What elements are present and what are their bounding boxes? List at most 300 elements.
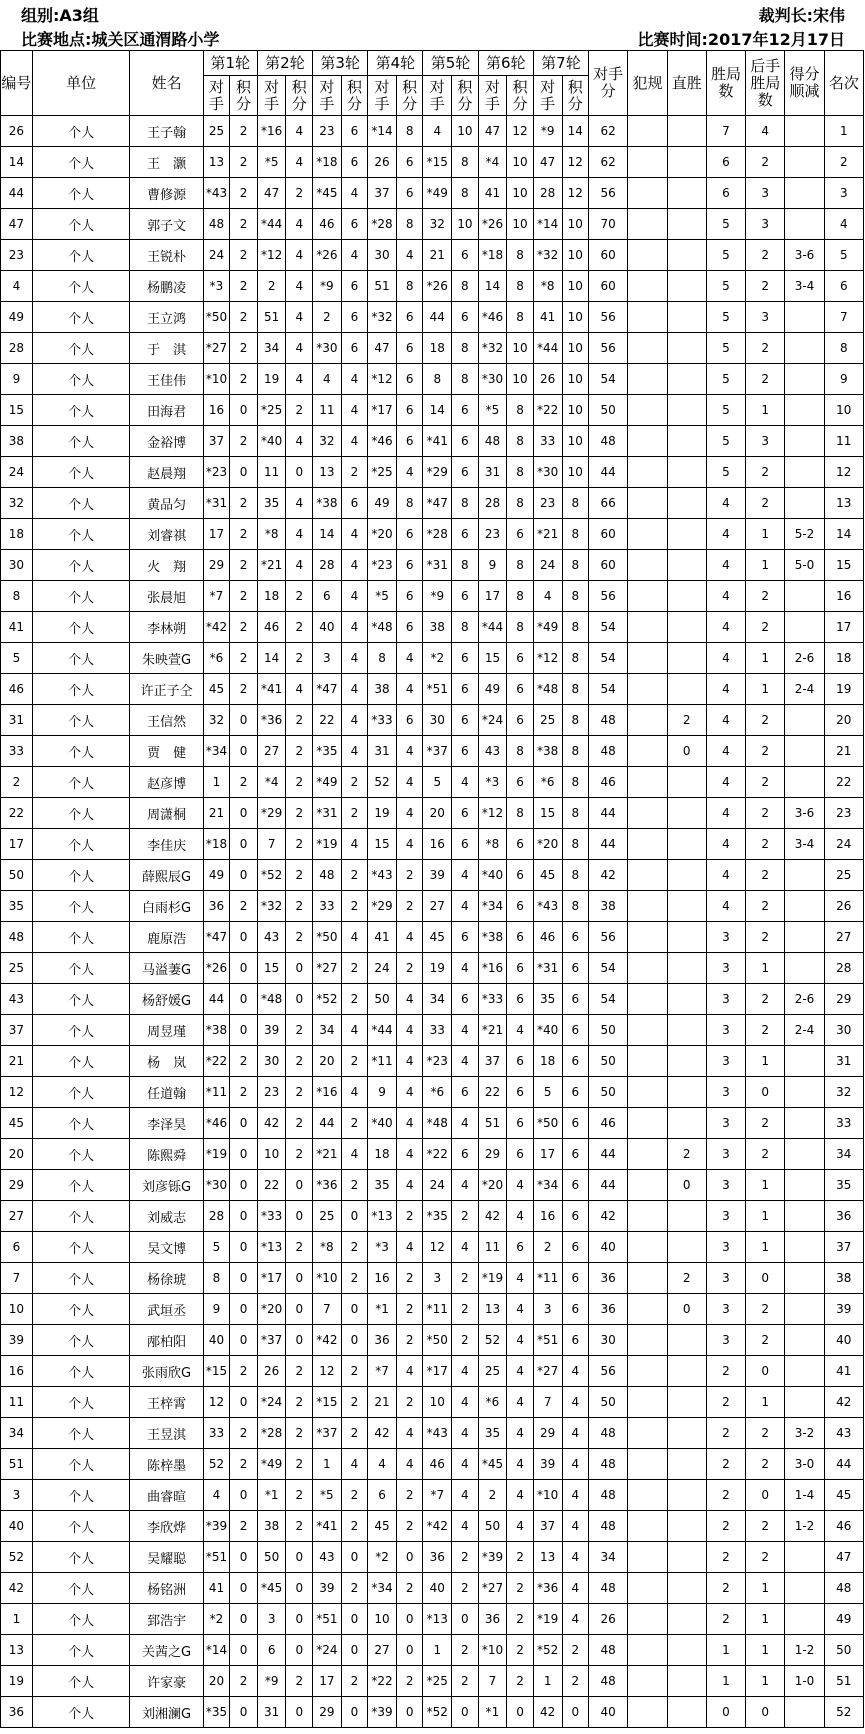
cell-direct — [667, 1697, 706, 1728]
cell-unit: 个人 — [32, 1077, 130, 1108]
cell-wins: 7 — [706, 116, 745, 147]
cell-name: 周潇桐 — [130, 798, 203, 829]
cell-r1-opp: *46 — [203, 1108, 230, 1139]
cell-r6-opp: 47 — [478, 116, 507, 147]
cell-r3-pts: 2 — [341, 860, 368, 891]
cell-rank: 8 — [824, 333, 863, 364]
cell-id: 4 — [1, 271, 33, 302]
cell-unit: 个人 — [32, 1263, 130, 1294]
table-row — [1, 984, 864, 1015]
cell-r6-pts: 2 — [507, 1573, 534, 1604]
cell-r5-pts: 4 — [452, 1046, 479, 1077]
cell-r5-pts: 6 — [452, 643, 479, 674]
cell-reverse — [785, 116, 824, 147]
cell-r1-pts: 0 — [230, 860, 258, 891]
cell-r6-pts: 10 — [507, 209, 534, 240]
cell-direct — [667, 1542, 706, 1573]
cell-unit: 个人 — [32, 1356, 130, 1387]
cell-r4-opp: *12 — [368, 364, 397, 395]
cell-r3-pts: 2 — [341, 1480, 368, 1511]
cell-rank: 22 — [824, 767, 863, 798]
cell-direct — [667, 1387, 706, 1418]
cell-r5-opp: *50 — [423, 1325, 452, 1356]
cell-black-wins: 2 — [746, 364, 785, 395]
cell-id: 38 — [1, 426, 33, 457]
cell-r2-pts: 4 — [286, 302, 313, 333]
cell-r6-opp: 43 — [478, 736, 507, 767]
cell-r4-opp: *39 — [368, 1697, 397, 1728]
cell-r5-opp: *7 — [423, 1480, 452, 1511]
cell-r3-opp: *50 — [313, 922, 342, 953]
cell-r1-pts: 0 — [230, 736, 258, 767]
cell-r5-pts: 4 — [452, 1108, 479, 1139]
cell-black-wins: 2 — [746, 1108, 785, 1139]
cell-opp-score: 62 — [589, 116, 628, 147]
cell-reverse — [785, 860, 824, 891]
cell-r2-pts: 2 — [286, 829, 313, 860]
cell-r5-pts: 2 — [452, 1201, 479, 1232]
table-body — [1, 116, 864, 1728]
cell-name: 郅浩宇 — [130, 1604, 203, 1635]
cell-opp-score: 48 — [589, 1666, 628, 1697]
cell-reverse — [785, 302, 824, 333]
cell-r6-pts: 4 — [507, 1356, 534, 1387]
cell-r6-opp: *3 — [478, 767, 507, 798]
cell-r3-opp: *30 — [313, 333, 342, 364]
cell-r2-pts: 4 — [286, 116, 313, 147]
cell-r1-opp: 49 — [203, 860, 230, 891]
cell-r3-opp: 3 — [313, 643, 342, 674]
cell-r2-opp: 6 — [257, 1635, 286, 1666]
cell-r7-opp: 39 — [533, 1449, 562, 1480]
cell-r4-opp: 9 — [368, 1077, 397, 1108]
cell-r5-pts: 6 — [452, 674, 479, 705]
cell-wins: 3 — [706, 1325, 745, 1356]
table-row — [1, 457, 864, 488]
cell-r7-opp: 42 — [533, 1697, 562, 1728]
cell-r2-pts: 2 — [286, 1666, 313, 1697]
cell-r2-pts: 0 — [286, 1170, 313, 1201]
cell-rank: 33 — [824, 1108, 863, 1139]
cell-wins: 1 — [706, 1666, 745, 1697]
cell-r6-pts: 6 — [507, 674, 534, 705]
cell-r4-opp: *17 — [368, 395, 397, 426]
cell-unit: 个人 — [32, 581, 130, 612]
cell-wins: 5 — [706, 395, 745, 426]
time-label: 比赛时间:2017年12月17日 — [637, 30, 845, 49]
cell-r4-pts: 6 — [396, 426, 423, 457]
cell-opp-score: 30 — [589, 1325, 628, 1356]
cell-reverse — [785, 426, 824, 457]
cell-name: 刘湘澜G — [130, 1697, 203, 1728]
cell-r2-pts: 2 — [286, 705, 313, 736]
cell-r2-pts: 2 — [286, 891, 313, 922]
cell-foul — [628, 550, 667, 581]
cell-r5-opp: 46 — [423, 1449, 452, 1480]
cell-black-wins: 2 — [746, 1511, 785, 1542]
cell-rank: 42 — [824, 1387, 863, 1418]
cell-id: 28 — [1, 333, 33, 364]
cell-r7-opp: *8 — [533, 271, 562, 302]
cell-rank: 12 — [824, 457, 863, 488]
cell-r5-pts: 6 — [452, 984, 479, 1015]
cell-r3-opp: 39 — [313, 1573, 342, 1604]
cell-r2-opp: *16 — [257, 116, 286, 147]
cell-r2-pts: 2 — [286, 1077, 313, 1108]
cell-r3-pts: 6 — [341, 333, 368, 364]
col-id: 编号 — [1, 51, 33, 116]
cell-direct — [667, 271, 706, 302]
cell-r7-opp: 5 — [533, 1077, 562, 1108]
cell-rank: 51 — [824, 1666, 863, 1697]
cell-r4-pts: 4 — [396, 767, 423, 798]
cell-r4-pts: 2 — [396, 1666, 423, 1697]
cell-rank: 24 — [824, 829, 863, 860]
table-row — [1, 209, 864, 240]
col-r1-opp: 对手 — [203, 76, 230, 116]
cell-foul — [628, 271, 667, 302]
cell-black-wins: 1 — [746, 550, 785, 581]
cell-r7-pts: 8 — [562, 798, 589, 829]
cell-r6-pts: 4 — [507, 1201, 534, 1232]
cell-opp-score: 48 — [589, 705, 628, 736]
cell-r7-opp: 2 — [533, 1232, 562, 1263]
cell-r6-pts: 4 — [507, 1263, 534, 1294]
cell-r1-pts: 2 — [230, 643, 258, 674]
cell-foul — [628, 674, 667, 705]
cell-r3-pts: 4 — [341, 395, 368, 426]
cell-r6-opp: *19 — [478, 1263, 507, 1294]
cell-unit: 个人 — [32, 643, 130, 674]
cell-wins: 3 — [706, 984, 745, 1015]
cell-r2-pts: 0 — [286, 984, 313, 1015]
cell-r7-opp: *14 — [533, 209, 562, 240]
cell-r2-opp: *33 — [257, 1201, 286, 1232]
cell-r3-pts: 0 — [341, 1635, 368, 1666]
cell-r4-opp: *14 — [368, 116, 397, 147]
cell-name: 黄品匀 — [130, 488, 203, 519]
cell-unit: 个人 — [32, 395, 130, 426]
cell-black-wins: 1 — [746, 1046, 785, 1077]
cell-r6-pts: 10 — [507, 147, 534, 178]
cell-r5-opp: 30 — [423, 705, 452, 736]
cell-unit: 个人 — [32, 1139, 130, 1170]
col-foul: 犯规 — [628, 51, 667, 116]
cell-r2-opp: *9 — [257, 1666, 286, 1697]
cell-r3-pts: 4 — [341, 519, 368, 550]
cell-r1-opp: 1 — [203, 767, 230, 798]
cell-r7-pts: 6 — [562, 953, 589, 984]
cell-r1-opp: *27 — [203, 333, 230, 364]
cell-r1-opp: 52 — [203, 1449, 230, 1480]
cell-r2-pts: 2 — [286, 178, 313, 209]
cell-r3-pts: 2 — [341, 1666, 368, 1697]
cell-name: 周昱瑾 — [130, 1015, 203, 1046]
cell-reverse: 3-4 — [785, 271, 824, 302]
cell-r7-pts: 8 — [562, 612, 589, 643]
cell-r2-opp: *1 — [257, 1480, 286, 1511]
cell-unit: 个人 — [32, 1511, 130, 1542]
cell-id: 7 — [1, 1263, 33, 1294]
cell-r3-opp: *15 — [313, 1387, 342, 1418]
cell-r7-pts: 14 — [562, 116, 589, 147]
cell-wins: 5 — [706, 457, 745, 488]
cell-r3-pts: 2 — [341, 1046, 368, 1077]
cell-r4-opp: 36 — [368, 1325, 397, 1356]
cell-r3-opp: 33 — [313, 891, 342, 922]
cell-r1-pts: 2 — [230, 333, 258, 364]
cell-unit: 个人 — [32, 1201, 130, 1232]
cell-r2-pts: 2 — [286, 736, 313, 767]
cell-direct — [667, 953, 706, 984]
cell-r3-pts: 0 — [341, 1325, 368, 1356]
cell-r7-opp: 23 — [533, 488, 562, 519]
cell-r5-pts: 4 — [452, 767, 479, 798]
cell-r6-opp: 48 — [478, 426, 507, 457]
table-row — [1, 1077, 864, 1108]
cell-r1-opp: *35 — [203, 1697, 230, 1728]
cell-r7-opp: 17 — [533, 1139, 562, 1170]
cell-r1-pts: 2 — [230, 116, 258, 147]
cell-r5-pts: 6 — [452, 240, 479, 271]
cell-opp-score: 40 — [589, 1232, 628, 1263]
cell-r2-opp: *17 — [257, 1263, 286, 1294]
cell-r7-opp: 26 — [533, 364, 562, 395]
cell-name: 薛熙辰G — [130, 860, 203, 891]
cell-r7-opp: 37 — [533, 1511, 562, 1542]
cell-r4-opp: *2 — [368, 1542, 397, 1573]
cell-r3-pts: 2 — [341, 984, 368, 1015]
cell-r5-opp: *9 — [423, 581, 452, 612]
cell-opp-score: 54 — [589, 612, 628, 643]
cell-direct — [667, 1449, 706, 1480]
cell-opp-score: 26 — [589, 1604, 628, 1635]
cell-r6-opp: 23 — [478, 519, 507, 550]
cell-r4-opp: *22 — [368, 1666, 397, 1697]
cell-black-wins: 1 — [746, 1201, 785, 1232]
cell-name: 刘彦铄G — [130, 1170, 203, 1201]
cell-r3-opp: 12 — [313, 1356, 342, 1387]
cell-foul — [628, 1046, 667, 1077]
cell-reverse — [785, 1232, 824, 1263]
cell-r3-pts: 6 — [341, 147, 368, 178]
cell-unit: 个人 — [32, 1325, 130, 1356]
cell-r6-pts: 2 — [507, 1542, 534, 1573]
cell-direct — [667, 674, 706, 705]
cell-opp-score: 54 — [589, 953, 628, 984]
cell-black-wins: 2 — [746, 829, 785, 860]
cell-reverse — [785, 364, 824, 395]
cell-r5-pts: 8 — [452, 178, 479, 209]
cell-r4-opp: 8 — [368, 643, 397, 674]
cell-black-wins: 3 — [746, 426, 785, 457]
cell-r7-pts: 8 — [562, 643, 589, 674]
cell-r2-pts: 2 — [286, 922, 313, 953]
cell-r7-pts: 6 — [562, 1325, 589, 1356]
col-r2-opp: 对手 — [257, 76, 286, 116]
cell-r7-pts: 6 — [562, 1108, 589, 1139]
cell-r4-pts: 8 — [396, 488, 423, 519]
cell-r2-pts: 2 — [286, 1046, 313, 1077]
cell-r3-opp: 23 — [313, 116, 342, 147]
cell-r3-pts: 2 — [341, 798, 368, 829]
cell-r6-opp: *32 — [478, 333, 507, 364]
cell-r1-opp: *7 — [203, 581, 230, 612]
cell-black-wins: 2 — [746, 705, 785, 736]
cell-reverse: 2-4 — [785, 674, 824, 705]
cell-r1-opp: 29 — [203, 550, 230, 581]
cell-unit: 个人 — [32, 922, 130, 953]
cell-opp-score: 46 — [589, 1108, 628, 1139]
cell-r5-pts: 6 — [452, 829, 479, 860]
cell-rank: 31 — [824, 1046, 863, 1077]
cell-r5-pts: 6 — [452, 457, 479, 488]
cell-r4-opp: *46 — [368, 426, 397, 457]
table-row — [1, 953, 864, 984]
cell-r7-opp: *40 — [533, 1015, 562, 1046]
cell-r3-pts: 2 — [341, 1170, 368, 1201]
cell-opp-score: 40 — [589, 1697, 628, 1728]
cell-rank: 10 — [824, 395, 863, 426]
cell-unit: 个人 — [32, 860, 130, 891]
cell-r7-pts: 12 — [562, 178, 589, 209]
cell-r7-pts: 8 — [562, 860, 589, 891]
cell-r1-opp: 21 — [203, 798, 230, 829]
cell-id: 13 — [1, 1635, 33, 1666]
cell-r7-pts: 8 — [562, 829, 589, 860]
cell-unit: 个人 — [32, 147, 130, 178]
cell-unit: 个人 — [32, 1418, 130, 1449]
cell-r4-pts: 4 — [396, 922, 423, 953]
cell-r1-pts: 0 — [230, 1604, 258, 1635]
cell-r4-pts: 6 — [396, 147, 423, 178]
cell-r4-pts: 4 — [396, 1356, 423, 1387]
cell-name: 邴柏阳 — [130, 1325, 203, 1356]
cell-name: 武垣丞 — [130, 1294, 203, 1325]
cell-r5-pts: 4 — [452, 860, 479, 891]
cell-opp-score: 60 — [589, 240, 628, 271]
cell-foul — [628, 953, 667, 984]
cell-r4-pts: 4 — [396, 1077, 423, 1108]
cell-r2-opp: 27 — [257, 736, 286, 767]
cell-r4-pts: 2 — [396, 891, 423, 922]
cell-r7-opp: 3 — [533, 1294, 562, 1325]
cell-r6-pts: 8 — [507, 302, 534, 333]
cell-foul — [628, 147, 667, 178]
cell-foul — [628, 116, 667, 147]
cell-rank: 47 — [824, 1542, 863, 1573]
cell-r3-opp: *41 — [313, 1511, 342, 1542]
cell-r6-opp: 51 — [478, 1108, 507, 1139]
cell-r1-pts: 2 — [230, 1666, 258, 1697]
cell-r6-pts: 4 — [507, 1449, 534, 1480]
table-row — [1, 1201, 864, 1232]
cell-unit: 个人 — [32, 457, 130, 488]
cell-name: 陈熙舜 — [130, 1139, 203, 1170]
cell-unit: 个人 — [32, 116, 130, 147]
cell-r3-pts: 2 — [341, 1232, 368, 1263]
cell-r5-opp: 40 — [423, 1573, 452, 1604]
cell-direct — [667, 922, 706, 953]
cell-r1-pts: 0 — [230, 1139, 258, 1170]
cell-r3-pts: 0 — [341, 1697, 368, 1728]
cell-r6-pts: 6 — [507, 891, 534, 922]
cell-black-wins: 1 — [746, 643, 785, 674]
cell-unit: 个人 — [32, 1480, 130, 1511]
cell-r7-pts: 4 — [562, 1542, 589, 1573]
cell-r6-opp: *16 — [478, 953, 507, 984]
cell-r4-pts: 4 — [396, 643, 423, 674]
cell-r2-pts: 2 — [286, 581, 313, 612]
cell-rank: 32 — [824, 1077, 863, 1108]
cell-id: 3 — [1, 1480, 33, 1511]
cell-r6-opp: 25 — [478, 1356, 507, 1387]
cell-r5-pts: 4 — [452, 1170, 479, 1201]
cell-r3-opp: 2 — [313, 302, 342, 333]
cell-black-wins: 0 — [746, 1077, 785, 1108]
cell-r6-pts: 8 — [507, 736, 534, 767]
cell-r5-pts: 4 — [452, 1449, 479, 1480]
cell-unit: 个人 — [32, 1046, 130, 1077]
cell-r2-opp: *29 — [257, 798, 286, 829]
cell-r1-opp: *47 — [203, 922, 230, 953]
cell-name: 王锐朴 — [130, 240, 203, 271]
cell-r5-opp: 3 — [423, 1263, 452, 1294]
cell-name: 王信然 — [130, 705, 203, 736]
table-row — [1, 1263, 864, 1294]
cell-r1-pts: 2 — [230, 1356, 258, 1387]
cell-r2-pts: 0 — [286, 1542, 313, 1573]
cell-reverse: 5-2 — [785, 519, 824, 550]
cell-r4-opp: *48 — [368, 612, 397, 643]
cell-opp-score: 54 — [589, 984, 628, 1015]
cell-r4-opp: *23 — [368, 550, 397, 581]
cell-opp-score: 66 — [589, 488, 628, 519]
cell-black-wins: 1 — [746, 1232, 785, 1263]
cell-r1-pts: 0 — [230, 1542, 258, 1573]
cell-foul — [628, 736, 667, 767]
cell-r7-opp: *20 — [533, 829, 562, 860]
cell-r5-opp: *17 — [423, 1356, 452, 1387]
cell-r5-opp: 33 — [423, 1015, 452, 1046]
cell-r2-pts: 0 — [286, 1697, 313, 1728]
cell-name: 张晨旭 — [130, 581, 203, 612]
cell-r7-opp: *11 — [533, 1263, 562, 1294]
cell-opp-score: 56 — [589, 922, 628, 953]
table-row — [1, 426, 864, 457]
cell-id: 14 — [1, 147, 33, 178]
cell-r1-pts: 0 — [230, 1170, 258, 1201]
cell-opp-score: 56 — [589, 1356, 628, 1387]
col-unit: 单位 — [32, 51, 130, 116]
cell-r2-pts: 2 — [286, 1418, 313, 1449]
cell-rank: 4 — [824, 209, 863, 240]
cell-id: 39 — [1, 1325, 33, 1356]
cell-r6-pts: 6 — [507, 767, 534, 798]
cell-r1-pts: 0 — [230, 1232, 258, 1263]
cell-r3-opp: 28 — [313, 550, 342, 581]
cell-r4-pts: 8 — [396, 271, 423, 302]
cell-black-wins: 2 — [746, 891, 785, 922]
cell-opp-score: 54 — [589, 674, 628, 705]
cell-black-wins: 0 — [746, 1697, 785, 1728]
cell-r3-pts: 2 — [341, 1573, 368, 1604]
cell-r7-opp: 46 — [533, 922, 562, 953]
cell-r3-opp: *37 — [313, 1418, 342, 1449]
cell-r5-pts: 6 — [452, 736, 479, 767]
cell-r4-opp: 35 — [368, 1170, 397, 1201]
cell-foul — [628, 891, 667, 922]
